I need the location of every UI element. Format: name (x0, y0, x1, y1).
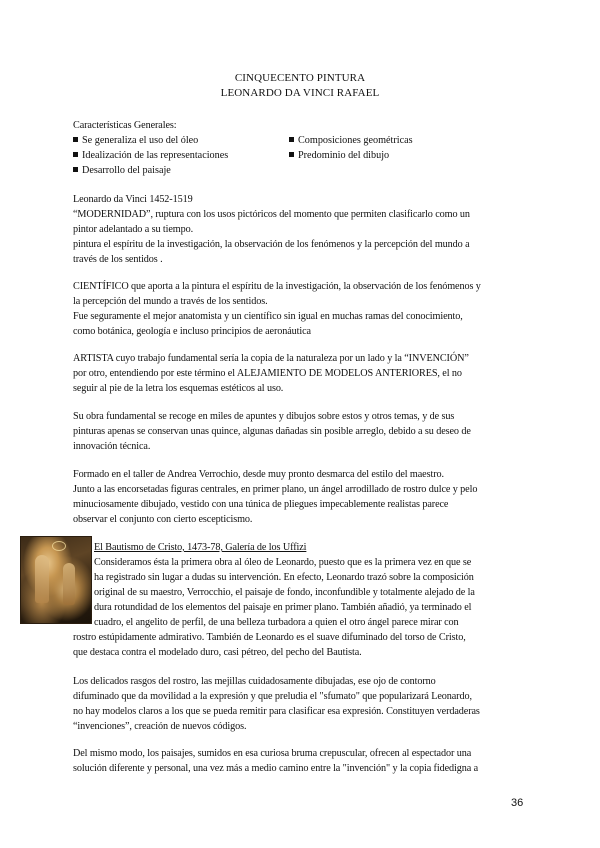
page-number: 36 (511, 797, 524, 809)
painting-thumbnail-icon (20, 536, 92, 624)
paragraph-rasgos: Los delicados rasgos del rostro, las mejillas cuidadosamente dibujadas, ese ojo de contorno difuminado que da movilidad a la expresión y que preludia el "sfumato" que popularizará Leonardo, no hay modelos claros a los que se pueda remitir para clasificar esa expresión. Constituyen verdaderas “invenciones”, creación de nuevos códigos. (73, 676, 480, 732)
paragraph-cientifico: CIENTÍFICO que aporta a la pintura el espíritu de la investigación, la observación de los fenómenos y la percepción del mundo a través de los sentidos. Fue seguramente el mejor anatomista y un científico sin igual en muchas ramas del conocimiento, como botánica, geología e incluso principios de aeronáutica (73, 281, 481, 337)
feature-item: Predominio del dibujo (289, 148, 389, 163)
paragraph-intro: Leonardo da Vinci 1452-1519 “MODERNIDAD”, ruptura con los usos pictóricos del momento que permiten clasificarlo como un pintor adelantado a su tiempo. pintura el espíritu de la investigación, la observación de los fenómenos y la percepción del mundo a través de los sentidos . (73, 194, 470, 265)
bullet-icon (73, 137, 78, 142)
feature-item: Idealización de las representaciones (73, 148, 228, 163)
painting-heading: El Bautismo de Cristo, 1473-78, Galería de los Uffizi (94, 542, 307, 553)
paragraph-obra: Su obra fundamental se recoge en miles de apuntes y dibujos sobre estos y otros temas, y de sus pinturas apenas se conservan unas quince, algunas dañadas sin posible arreglo, debido a su deseo de innovación técnica. (73, 411, 471, 452)
paragraph-paisajes: Del mismo modo, los paisajes, sumidos en esa curiosa bruma crepuscular, ofrecen al espectador una solución diferente y personal, una vez más a medio camino entre la "invención" y la copia fidedigna a (73, 748, 479, 774)
feature-item: Se generaliza el uso del óleo (73, 133, 198, 148)
page-title: CINQUECENTO PINTURA (234, 72, 366, 84)
features-heading: Características Generales: (73, 120, 177, 131)
paragraph-artista: ARTISTA cuyo trabajo fundamental sería la copia de la naturaleza por un lado y la “INVENCIÓN” por otro, entendiendo por este término el ALEJAMIENTO DE MODELOS ANTERIORES, el no seguir al pie de la letra los esquemas estéticos al uso. (73, 353, 469, 394)
paragraph-formacion: Formado en el taller de Andrea Verrochio, desde muy pronto desmarca del estilo del maestro. Junto a las encorsetadas figuras centrales, en primer plano, un ángel arrodillado de rostro dulce y pelo minuciosamente dibujado, vestido con una túnica de pliegues impecablemente realistas parece observar el conjunto con cierto escepticismo. (73, 469, 478, 525)
feature-item: Desarrollo del paisaje (73, 163, 171, 178)
bullet-icon (289, 137, 294, 142)
bullet-icon (289, 152, 294, 157)
bullet-icon (73, 167, 78, 172)
paragraph-bautismo-cont: rostro estúpidamente admirativo. También de Leonardo es el suave difuminado del torso de Cristo, que destaca contra el modelado duro, casi pétreo, del pecho del Bautista. (73, 632, 466, 658)
page-subtitle: LEONARDO DA VINCI RAFAEL (220, 87, 380, 99)
paragraph-bautismo: El Bautismo de Cristo, 1473-78, Galería de los Uffizi Consideramos ésta la primera obra al óleo de Leonardo, puesto que es la primera vez en que se ha registrado sin lugar a dudas su intervención. En efecto, Leonardo trazó sobre la composición original de su maestro, Verrocchio, el paisaje de fondo, inconfundible y totalmente alejado de la dura rotundidad de los elementos del paisaje en primer plano. También añadió, ya terminado el cuadro, el angelito de perfil, de una belleza turbadora a quien el otro ángel parece mirar con (94, 540, 534, 630)
bullet-icon (73, 152, 78, 157)
feature-item: Composiciones geométricas (289, 133, 413, 148)
